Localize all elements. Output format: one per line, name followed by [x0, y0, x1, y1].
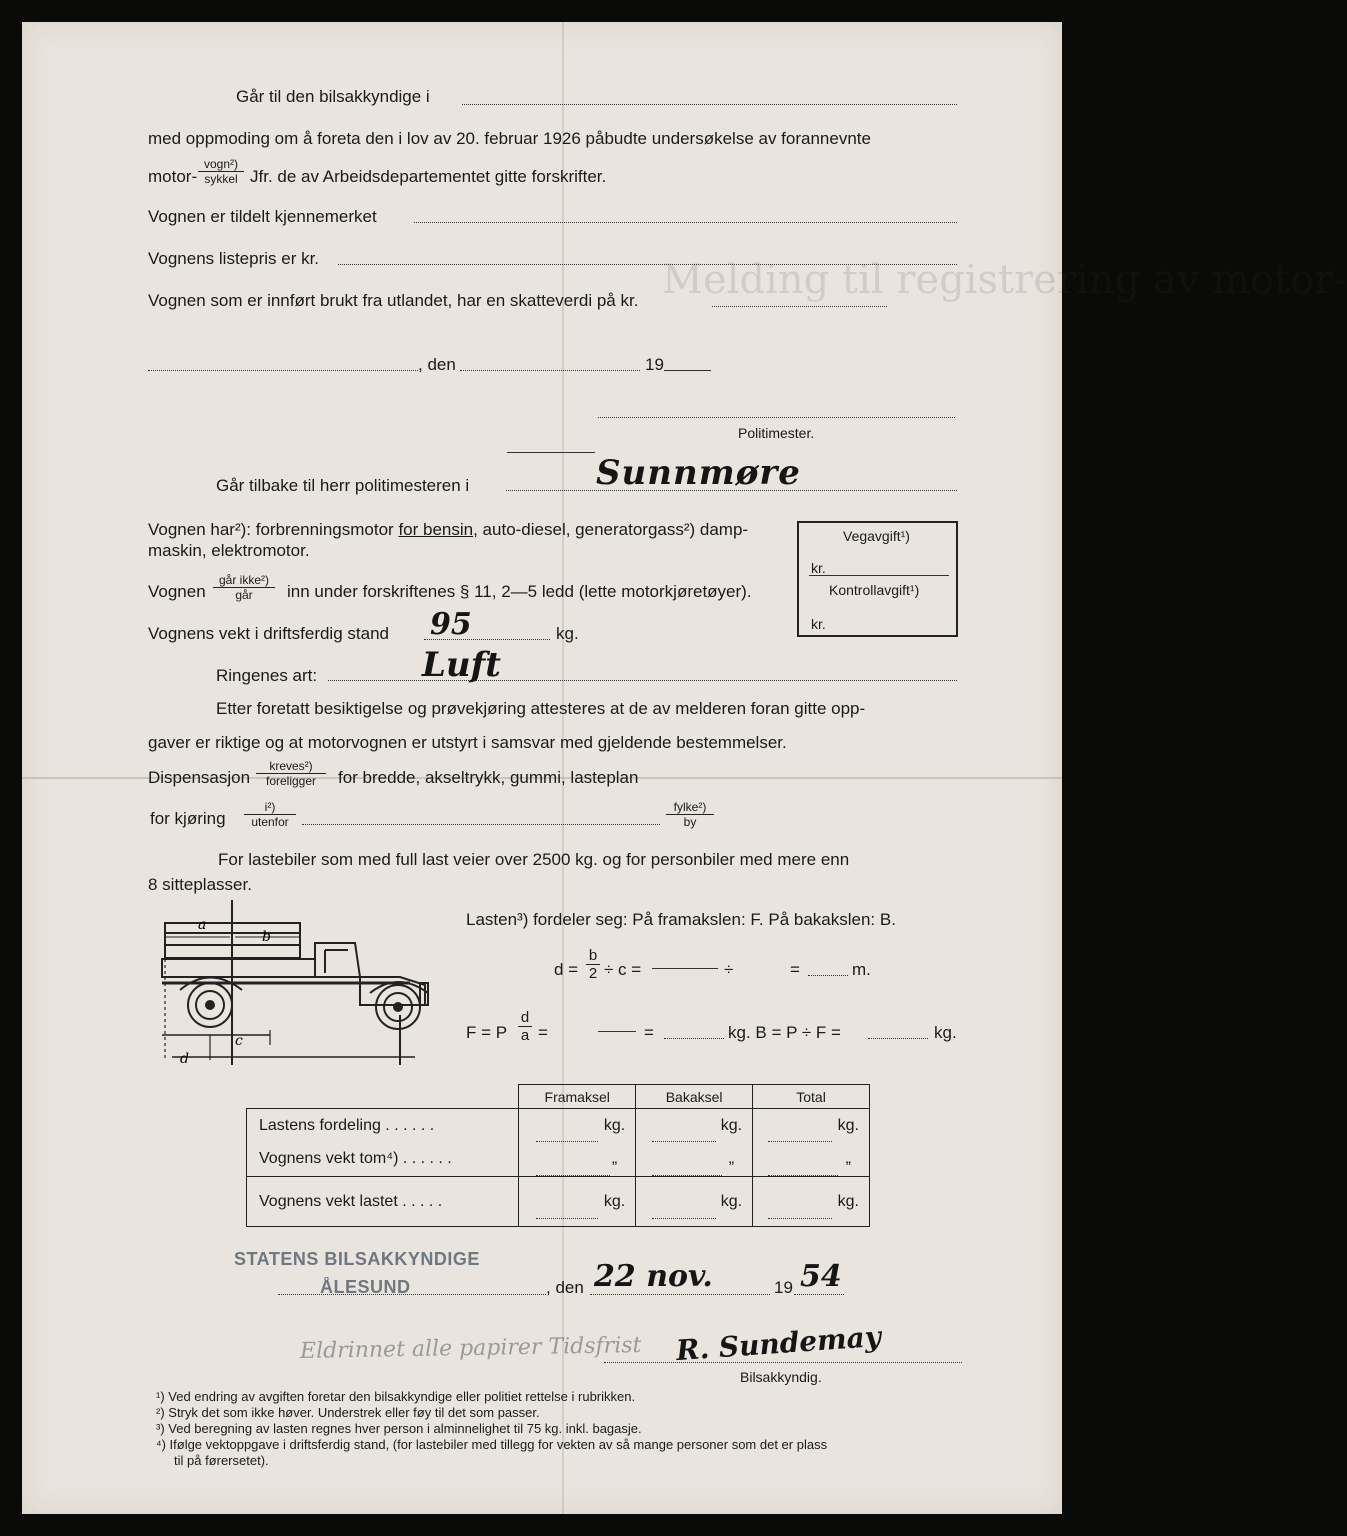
- attest-line1: Etter foretatt besiktigelse og prøvekjøring attesteres at de av melderen foran gitte opp-: [216, 699, 866, 718]
- formula-f-eq: F = P: [466, 1023, 508, 1042]
- signature: R. Sundemay: [675, 1319, 883, 1368]
- formula-minus-c: ÷ c =: [604, 960, 642, 979]
- dateline1-place-field[interactable]: [148, 370, 418, 371]
- return-line-label: Går tilbake til herr politimesteren i: [216, 476, 470, 495]
- line1-label: Går til den bilsakkyndige i: [236, 87, 430, 106]
- light-line-suffix: inn under forskriftenes § 11, 2—5 ledd (lette motorkjøretøyer).: [287, 582, 752, 601]
- table-field-line: [536, 1175, 610, 1176]
- separator-line: [507, 452, 595, 453]
- footnote-3: ³) Ved beregning av lasten regnes hver person i alminnelighet til 75 kg. inkl. bagasje.: [156, 1421, 642, 1436]
- table-cell[interactable]: [519, 1109, 636, 1143]
- bleed-through-text: Melding til registrering av motor-: [662, 257, 1347, 303]
- truck-diagram: [150, 895, 440, 1070]
- table-field-line: [652, 1141, 716, 1142]
- diagram-label-d: d: [180, 1051, 189, 1067]
- dateline1-den: , den: [418, 355, 456, 374]
- light-frac-top: går ikke²): [218, 573, 269, 587]
- vegavgift-field[interactable]: [809, 575, 949, 576]
- fee-box: [797, 521, 958, 637]
- diagram-label-c: c: [235, 1033, 243, 1049]
- motor-line-1: [148, 521, 748, 538]
- kontrollavgift-kr: kr.: [811, 616, 826, 632]
- table-row-label: Vognens vekt tom⁴) . . . . . .: [247, 1143, 519, 1177]
- formula-kg-b: kg. B = P ÷ F =: [728, 1023, 841, 1042]
- table-cell[interactable]: [753, 1143, 870, 1177]
- formula-a: a: [520, 1027, 530, 1044]
- table-cell-unit: kg.: [603, 1192, 626, 1210]
- line3-frac-top: vogn²): [203, 157, 238, 171]
- stamp-line1: STATENS BILSAKKYNDIGE: [234, 1249, 480, 1269]
- kjoring-field[interactable]: [302, 824, 660, 825]
- formula-field-m[interactable]: [808, 975, 848, 976]
- kjoring-frac-top: i²): [264, 800, 276, 814]
- attest-line2: gaver er riktige og at motorvognen er utstyrt i samsvar med gjeldende bestemmelser.: [148, 733, 787, 752]
- table-cell[interactable]: [753, 1109, 870, 1143]
- light-line-prefix: Vognen: [148, 582, 206, 601]
- light-frac-bottom: går: [235, 588, 253, 602]
- formula-eq2: =: [538, 1023, 548, 1042]
- table-cell[interactable]: [519, 1143, 636, 1177]
- table-cell[interactable]: [753, 1177, 870, 1227]
- weight-line-label: Vognens vekt i driftsferdig stand: [148, 624, 389, 643]
- table-cell[interactable]: [519, 1177, 636, 1227]
- table-header-total: Total: [753, 1085, 870, 1109]
- table-cell-unit: „: [611, 1150, 618, 1168]
- kjoring-prefix: for kjøring: [150, 809, 226, 828]
- line5-field[interactable]: [338, 264, 957, 265]
- table-row-label: Vognens vekt lastet . . . . .: [247, 1177, 519, 1227]
- line1-field[interactable]: [462, 104, 957, 105]
- dispensasjon-suffix: for bredde, akseltrykk, gummi, lasteplan: [338, 768, 639, 787]
- line4-field[interactable]: [414, 222, 957, 223]
- table-header-bakaksel: Bakaksel: [636, 1085, 753, 1109]
- formula-d-eq: d =: [554, 960, 579, 979]
- table-row-label: Lastens fordeling . . . . . .: [247, 1109, 519, 1143]
- handwritten-weight: 95: [430, 607, 472, 642]
- dispensasjon-fraction: [256, 760, 326, 787]
- formula-field-f[interactable]: [664, 1038, 724, 1039]
- bilsakkyndig-label: Bilsakkyndig.: [740, 1369, 822, 1385]
- motor-part3: , auto-diesel, generatorgass²) damp-: [473, 520, 749, 539]
- line6-label: Vognen som er innført brukt fra utlandet, har en skatteverdi på kr.: [148, 291, 639, 310]
- pencil-note: Eldrinnet alle papirer Tidsfrist: [299, 1333, 642, 1364]
- table-field-line: [652, 1218, 716, 1219]
- line3-prefix: motor-: [148, 167, 198, 186]
- formula-two: 2: [588, 965, 598, 982]
- kjoring-fraction2: [666, 801, 714, 828]
- dispensasjon-frac-top: kreves²): [269, 759, 313, 773]
- kjoring-frac2-bottom: by: [683, 815, 697, 829]
- dateline1-year-label: 19: [645, 355, 664, 374]
- motor-part2-underlined: for bensin: [398, 520, 474, 539]
- formula-eq3: =: [644, 1023, 654, 1042]
- motor-part4: maskin, elektromotor.: [148, 541, 310, 560]
- handwritten-year: 54: [800, 1259, 842, 1294]
- formula-field-2[interactable]: [598, 1031, 636, 1032]
- dateline2-den: , den: [546, 1278, 584, 1297]
- table-cell-unit: kg.: [603, 1116, 626, 1134]
- table-field-line: [768, 1218, 832, 1219]
- table-cell[interactable]: [636, 1109, 753, 1143]
- table-corner: [247, 1085, 519, 1109]
- weight-line-unit: kg.: [556, 624, 579, 643]
- vegavgift-label: Vegavgift¹): [843, 528, 910, 544]
- table-field-line: [652, 1175, 722, 1176]
- vegavgift-kr: kr.: [811, 560, 826, 576]
- formula-field-b[interactable]: [868, 1038, 928, 1039]
- formula-lasten: Lasten³) fordeler seg: På framakslen: F. På bakakslen: B.: [466, 910, 896, 929]
- kontrollavgift-label: Kontrollavgift¹): [829, 582, 920, 598]
- footnote-1: ¹) Ved endring av avgiften foretar den bilsakkyndige eller politiet rettelse i rubrikken.: [156, 1389, 636, 1404]
- footnote-2: ²) Stryk det som ikke høver. Understrek eller føy til det som passer.: [156, 1405, 540, 1420]
- weight-table: [246, 1084, 870, 1227]
- motor-part1: Vognen har²): forbrenningsmotor: [148, 520, 394, 539]
- dateline1-year-field[interactable]: [664, 370, 711, 371]
- table-cell-unit: „: [728, 1150, 735, 1168]
- stamp-line2: ÅLESUND: [320, 1277, 411, 1297]
- light-line-fraction: [213, 574, 275, 601]
- line3-frac-bottom: sykkel: [204, 172, 238, 186]
- footnote-4-cont: til på førersetet).: [174, 1453, 269, 1468]
- lastebiler-line2: 8 sitteplasser.: [148, 875, 252, 894]
- formula-eq: =: [790, 960, 800, 979]
- line3-fraction: [198, 158, 244, 185]
- table-cell[interactable]: [636, 1143, 753, 1177]
- table-cell-unit: kg.: [837, 1192, 859, 1210]
- footnote-4: ⁴) Ifølge vektoppgave i driftsferdig stand, (for lastebiler med tillegg for vekten av så mange personer som det er plass: [156, 1437, 828, 1452]
- diagram-label-b: b: [262, 929, 271, 945]
- table-header-framaksel: Framaksel: [519, 1085, 636, 1109]
- dispensasjon-prefix: Dispensasjon: [148, 768, 251, 787]
- signature-field[interactable]: [604, 1362, 962, 1363]
- politimester-signature-field[interactable]: [598, 417, 955, 418]
- formula-d-over-a: [518, 1010, 532, 1043]
- handwritten-tyres: Luft: [422, 645, 501, 685]
- dateline2-year-label: 19: [774, 1278, 793, 1297]
- formula-m: m.: [852, 960, 871, 979]
- line3-suffix: Jfr. de av Arbeidsdepartementet gitte forskrifter.: [250, 167, 607, 186]
- tyres-line-label: Ringenes art:: [216, 666, 318, 685]
- dateline2-year-field[interactable]: [794, 1294, 844, 1295]
- line6-field[interactable]: [712, 306, 887, 307]
- kjoring-fraction: [244, 801, 296, 828]
- handwritten-district: Sunnmøre: [596, 453, 801, 493]
- formula-field-1[interactable]: [652, 968, 718, 969]
- formula-kg-end: kg.: [934, 1023, 957, 1042]
- formula-d: d: [520, 1009, 530, 1026]
- formula-div: ÷: [724, 960, 734, 979]
- line4-label: Vognen er tildelt kjennemerket: [148, 207, 377, 226]
- dateline2-date-field[interactable]: [590, 1294, 770, 1295]
- line2-text: med oppmoding om å foreta den i lov av 20. februar 1926 påbudte undersøkelse av forannevnte: [148, 129, 871, 148]
- diagram-label-a: a: [198, 917, 207, 933]
- table-cell-unit: „: [845, 1150, 851, 1168]
- table-field-line: [536, 1218, 598, 1219]
- lastebiler-line1: For lastebiler som med full last veier over 2500 kg. og for personbiler med mere enn: [218, 850, 850, 869]
- line5-label: Vognens listepris er kr.: [148, 249, 320, 268]
- kjoring-frac-bottom: utenfor: [251, 815, 289, 829]
- table-cell-unit: kg.: [837, 1116, 859, 1134]
- politimester-label: Politimester.: [738, 425, 815, 441]
- kjoring-frac2-top: fylke²): [673, 800, 707, 814]
- formula-b: b: [588, 947, 598, 964]
- table-field-line: [768, 1175, 838, 1176]
- table-cell-unit: kg.: [720, 1116, 743, 1134]
- table-field-line: [768, 1141, 832, 1142]
- table-field-line: [536, 1141, 598, 1142]
- formula-b-over-2: [586, 948, 600, 981]
- table-cell-unit: kg.: [720, 1192, 743, 1210]
- table-cell[interactable]: [636, 1177, 753, 1227]
- dispensasjon-frac-bottom: foreligger: [265, 774, 317, 788]
- handwritten-date: 22 nov.: [594, 1259, 713, 1294]
- dateline1-date-field[interactable]: [460, 370, 640, 371]
- dateline2-place-field[interactable]: [278, 1294, 546, 1295]
